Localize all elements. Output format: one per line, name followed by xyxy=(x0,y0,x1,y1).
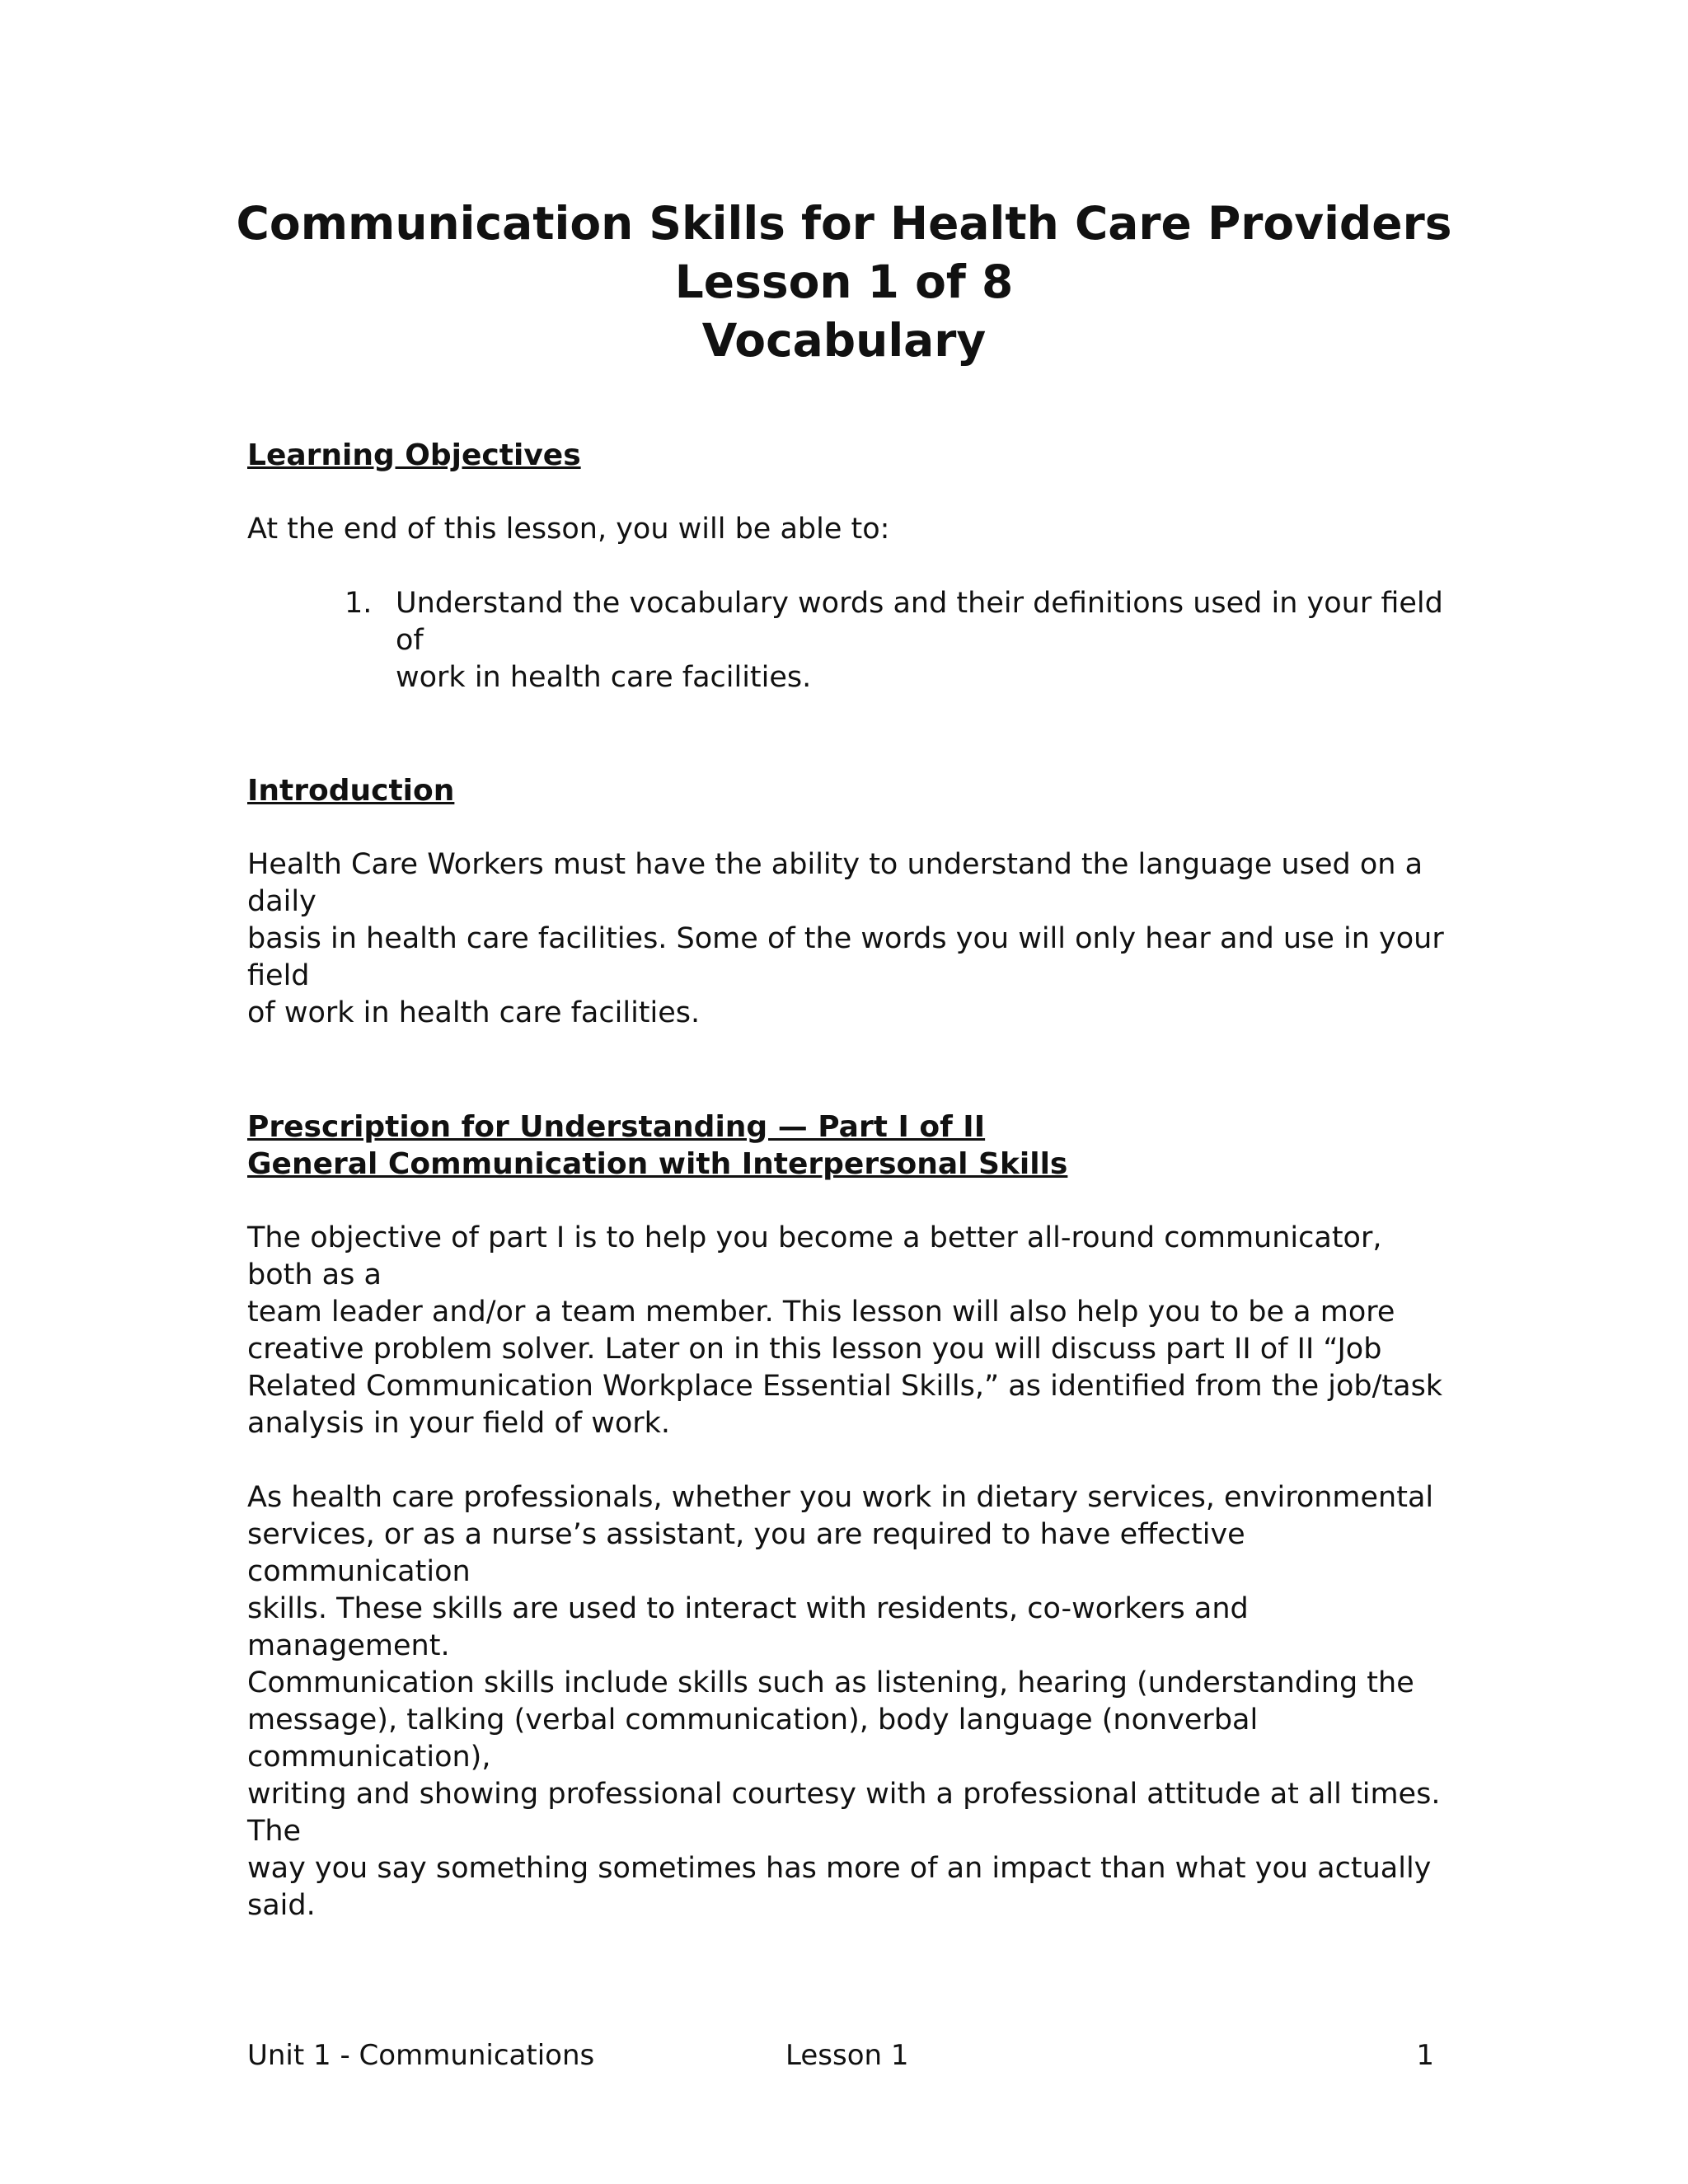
list-item-number: 1. xyxy=(345,587,373,620)
list-item-text: Understand the vocabulary words and their definitions used in your field of work in health care facilities. xyxy=(396,587,1443,694)
prescription-section xyxy=(247,1108,1451,1924)
prescription-paragraph-2: As health care professionals, whether you work in dietary services, environmental services, or as a nurse’s assistant, you are required to have effective communication skills. These skills are used to interact with residents, co-workers and management. Communication skills include skills such as listening, hearing (understanding the message), talking (verbal communication), body language (nonverbal communication), writing and showing professional courtesy with a professional attitude at all times. The way you say something sometimes has more of an impact than what you actually said. xyxy=(247,1481,1441,1922)
prescription-subheading: General Communication with Interpersonal Skills xyxy=(247,1147,1068,1181)
learning-objectives-intro: At the end of this lesson, you will be able to: xyxy=(247,513,890,546)
introduction-paragraph: Health Care Workers must have the ability to understand the language used on a daily basis in health care facilities. Some of the words you will only hear and use in your field of work in health care facilities. xyxy=(247,848,1444,1029)
lesson-number: Lesson 1 of 8 xyxy=(674,255,1014,308)
list-item xyxy=(345,585,1451,696)
title-block xyxy=(0,194,1688,370)
document-title: Communication Skills for Health Care Providers xyxy=(236,197,1452,250)
learning-objectives-section xyxy=(247,437,1451,696)
introduction-section xyxy=(247,772,1451,1032)
footer-lesson: Lesson 1 xyxy=(785,2039,909,2072)
page-footer xyxy=(247,2037,1434,2079)
introduction-heading: Introduction xyxy=(247,774,455,808)
objectives-list xyxy=(247,585,1451,696)
prescription-heading: Prescription for Understanding — Part I of II xyxy=(247,1110,986,1144)
footer-unit: Unit 1 - Communications xyxy=(247,2039,595,2072)
document-body xyxy=(247,437,1451,1924)
learning-objectives-heading: Learning Objectives xyxy=(247,438,581,472)
prescription-paragraph-1: The objective of part I is to help you become a better all-round communicator, both as a team leader and/or a team member. This lesson will also help you to be a more creative problem solver. Later on in this lesson you will discuss part II of II “Job Related Communication Workplace Essential Skills,” as identified from the job/task analysis in your field of work. xyxy=(247,1221,1443,1440)
lesson-topic: Vocabulary xyxy=(701,314,987,367)
page-number: 1 xyxy=(1416,2039,1434,2072)
